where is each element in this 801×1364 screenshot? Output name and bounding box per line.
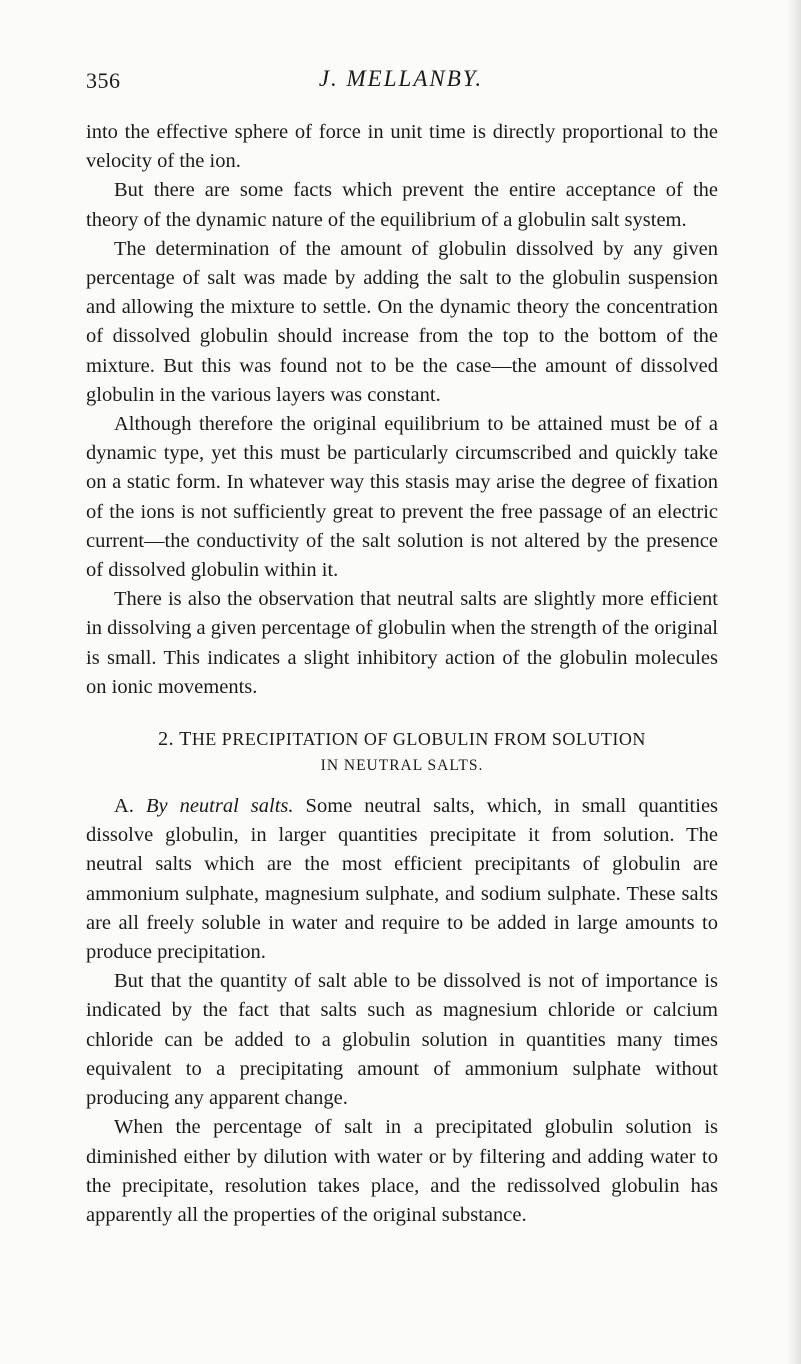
body-text [86, 118, 718, 1230]
section-number: 2. [158, 728, 175, 751]
section-title-initial: T [179, 728, 192, 751]
page-header [86, 60, 716, 100]
subsection-paragraph [86, 792, 718, 967]
running-head: J. MELLANBY. [318, 66, 484, 91]
subsection-label: A. [114, 795, 134, 818]
section-heading [86, 725, 718, 754]
paragraph: Although therefore the original equilibrium to be attained must be of a dynamic type, yet this must be particularly circumscribed and quickly take on a static form. In whatever way this stasis may arise the degree of fixation of the ions is not sufficiently great to prevent the free passage of an electric current—the conductivity of the salt solution is not altered by the presence of dissolved globulin within it. [86, 413, 718, 582]
page-number: 356 [86, 68, 121, 93]
paragraph: But there are some facts which prevent the entire acceptance of the theory of the dynamic nature of the equilibrium of a globulin salt system. [86, 179, 718, 231]
paragraph: into the effective sphere of force in unit time is directly proportional to the velocity of the ion. [86, 121, 718, 173]
section-title-line2: IN NEUTRAL SALTS. [320, 757, 484, 775]
paragraph: The determination of the amount of globulin dissolved by any given percentage of salt was made by adding the salt to the globulin suspension and allowing the mixture to settle. On the dynamic theory the concentration of dissolved globulin should increase from the top to the bottom of the mixture. But this was found not to be the case—the amount of dissolved globulin in the various layers was constant. [86, 237, 718, 406]
paragraph: But that the quantity of salt able to be dissolved is not of importance is indicated by the fact that salts such as magnesium chloride or calcium chloride can be added to a globulin solution in quantities many times equivalent to a precipitating amount of ammonium sulphate without producing any apparent change. [86, 970, 718, 1110]
paragraph: When the percentage of salt in a precipitated globulin solution is diminished either by dilution with water or by filtering and adding water to the precipitate, resolution takes place, and the redissolved globulin has apparently all the properties of the original substance. [86, 1116, 718, 1226]
paragraph: There is also the observation that neutral salts are slightly more efficient in dissolving a given percentage of globulin when the strength of the original is small. This indicates a slight inhibitory action of the globulin molecules on ionic movements. [86, 588, 718, 698]
subsection-title: By neutral salts. [145, 795, 294, 818]
page-edge-shadow [787, 0, 801, 1364]
subsection-text: Some neutral salts, which, in small quantities dissolve globulin, in larger quantities precipitate it from solution. The neutral salts which are the most efficient precipitants of globulin are ammonium sulphate, magnesium sulphate, and sodium sulphate. These salts are all freely soluble in water and require to be added in large amounts to produce precipitation. [86, 795, 719, 964]
section-title-line1: HE PRECIPITATION OF GLOBULIN FROM SOLUTION [191, 729, 646, 750]
